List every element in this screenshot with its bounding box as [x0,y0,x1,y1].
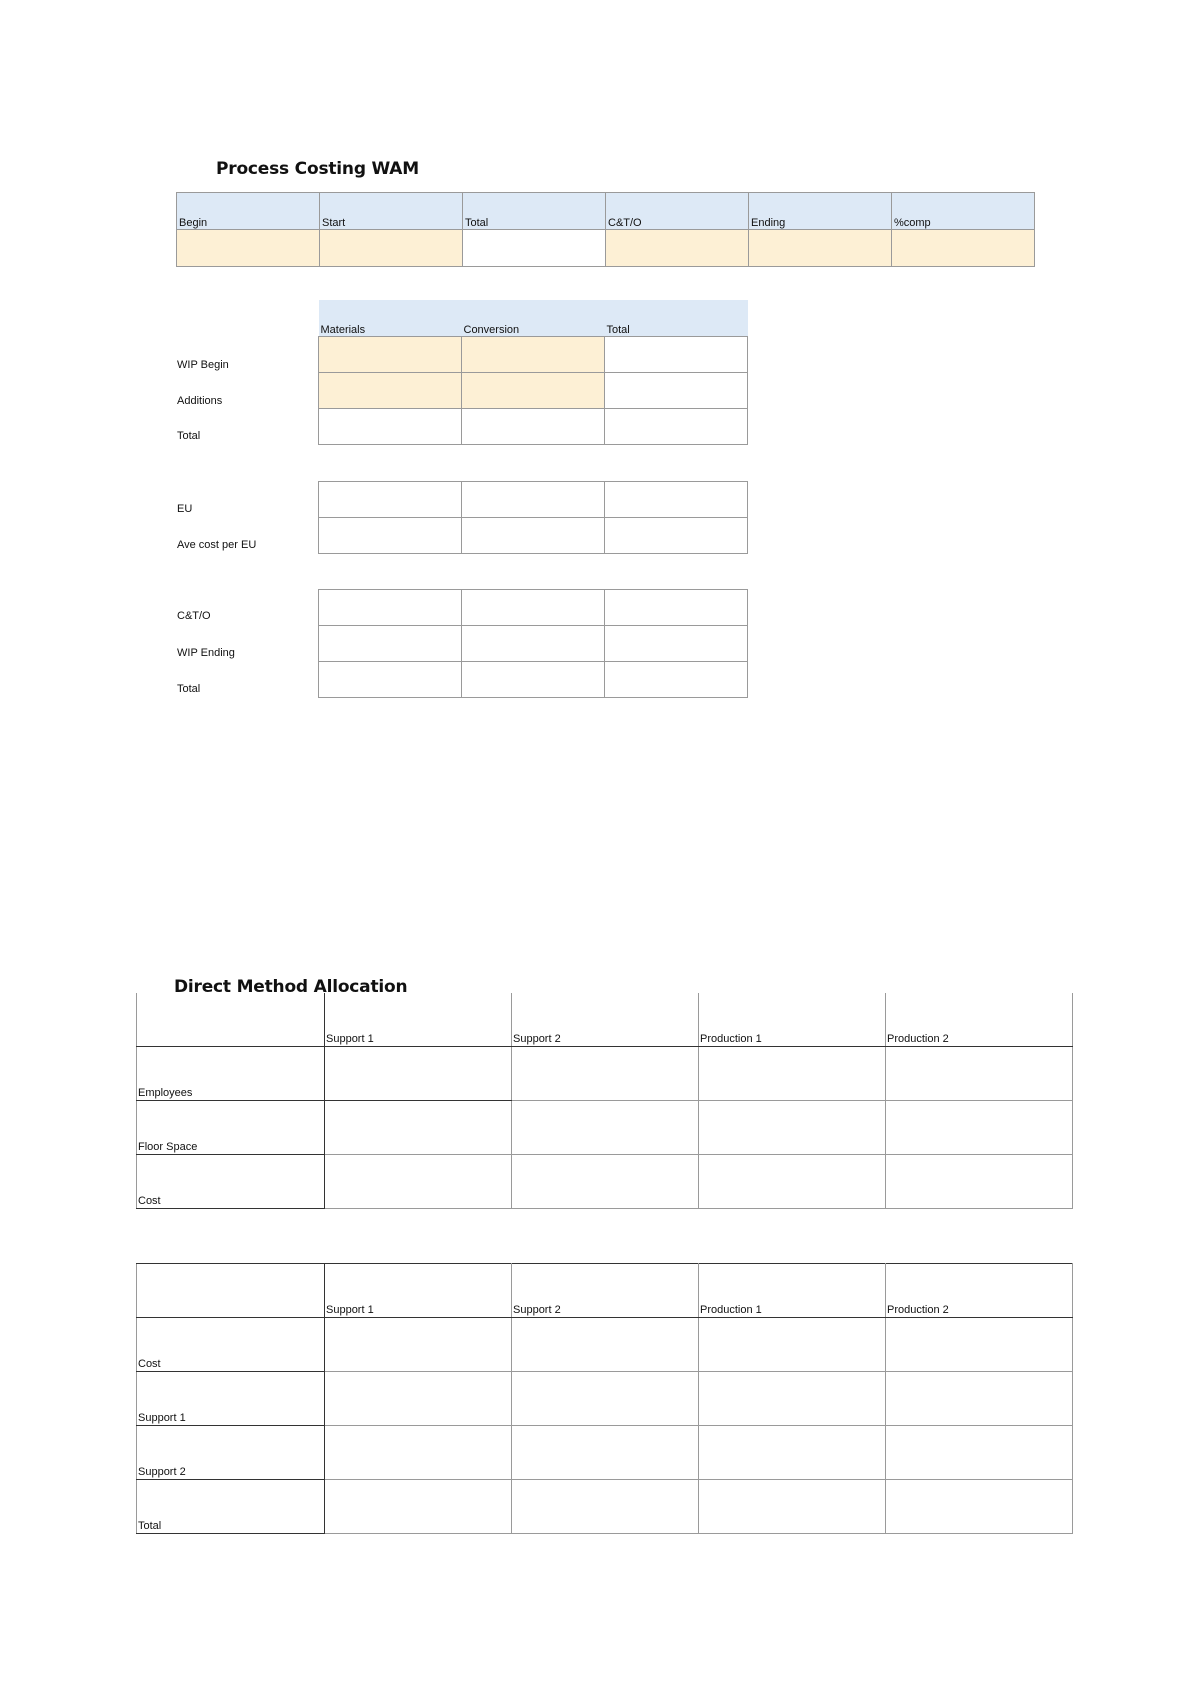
cost-assignment-table [318,589,748,698]
row-label-employees: Employees [137,1047,325,1101]
assign-total-conversion-cell[interactable] [462,662,605,698]
alloc-cost-production-1-cell[interactable] [699,1318,886,1372]
alloc-total-support-2-cell[interactable] [512,1480,699,1534]
row-label-additions: Additions [177,395,223,407]
additions-materials-cell[interactable] [319,373,462,409]
assign-total-total-cell[interactable] [605,662,748,698]
header-total: Total [463,193,606,230]
header-begin: Begin [177,193,320,230]
ave-cost-total-cell[interactable] [605,518,748,554]
wip-begin-materials-cell[interactable] [319,337,462,373]
alloc-header-support-1: Support 1 [325,1264,512,1318]
total-cell[interactable] [463,230,606,267]
alloc-cost-support-2-cell[interactable] [512,1318,699,1372]
header-completed-transferred-out: C&T/O [606,193,749,230]
row-label-cost: Cost [137,1155,325,1209]
employees-production-2-cell[interactable] [886,1047,1073,1101]
header-ending: Ending [749,193,892,230]
row-label-total: Total [177,430,201,442]
total-materials-cell[interactable] [319,409,462,445]
cost-support-1-cell[interactable] [325,1155,512,1209]
ave-cost-conversion-cell[interactable] [462,518,605,554]
eu-materials-cell[interactable] [319,482,462,518]
total-total-cell[interactable] [605,409,748,445]
row-label-assign-total: Total [177,683,201,695]
ending-input-cell[interactable] [749,230,892,267]
row-label-floor-space: Floor Space [137,1101,325,1155]
direct-method-title: Direct Method Allocation [174,977,408,997]
header-materials: Materials [319,300,462,337]
alloc-row-label-total: Total [137,1480,325,1534]
employees-support-1-cell[interactable] [325,1047,512,1101]
additions-total-cell[interactable] [605,373,748,409]
alloc-support-2-production-1-cell[interactable] [699,1426,886,1480]
cost-production-2-cell[interactable] [886,1155,1073,1209]
header-percent-complete: %comp [892,193,1035,230]
allocation-base-table [136,993,1073,1209]
alloc-total-support-1-cell[interactable] [325,1480,512,1534]
process-costing-title: Process Costing WAM [216,159,419,179]
employees-production-1-cell[interactable] [699,1047,886,1101]
floor-space-production-2-cell[interactable] [886,1101,1073,1155]
alloc-support-1-support-2-cell[interactable] [512,1372,699,1426]
additions-conversion-cell[interactable] [462,373,605,409]
eu-total-cell[interactable] [605,482,748,518]
alloc-header-production-2: Production 2 [886,1264,1073,1318]
alloc-row-label-cost: Cost [137,1318,325,1372]
row-label-ct-o: C&T/O [177,610,211,622]
employees-support-2-cell[interactable] [512,1047,699,1101]
wip-ending-conversion-cell[interactable] [462,626,605,662]
begin-input-cell[interactable] [177,230,320,267]
alloc-header-support-2: Support 2 [512,1264,699,1318]
cost-production-1-cell[interactable] [699,1155,886,1209]
eu-conversion-cell[interactable] [462,482,605,518]
alloc-support-1-production-2-cell[interactable] [886,1372,1073,1426]
alloc-row-label-support-1: Support 1 [137,1372,325,1426]
ave-cost-materials-cell[interactable] [319,518,462,554]
wip-ending-materials-cell[interactable] [319,626,462,662]
process-summary-table [176,192,1035,267]
alloc-support-2-support-1-cell[interactable] [325,1426,512,1480]
alloc-support-1-production-1-cell[interactable] [699,1372,886,1426]
row-label-eu: EU [177,503,193,515]
allocation-table [136,1263,1073,1534]
total-conversion-cell[interactable] [462,409,605,445]
assign-total-materials-cell[interactable] [319,662,462,698]
alloc-support-2-production-2-cell[interactable] [886,1426,1073,1480]
header-conversion: Conversion [462,300,605,337]
header-start: Start [320,193,463,230]
row-label-ave-cost-per-eu: Ave cost per EU [177,539,257,551]
header-support-1: Support 1 [325,993,512,1047]
alloc-total-production-2-cell[interactable] [886,1480,1073,1534]
header-support-2: Support 2 [512,993,699,1047]
alloc-support-1-support-1-cell[interactable] [325,1372,512,1426]
ct-o-conversion-cell[interactable] [462,590,605,626]
alloc-row-label-support-2: Support 2 [137,1426,325,1480]
row-label-wip-ending: WIP Ending [177,647,235,659]
floor-space-support-1-cell[interactable] [325,1101,512,1155]
cost-support-2-cell[interactable] [512,1155,699,1209]
floor-space-support-2-cell[interactable] [512,1101,699,1155]
alloc-header-production-1: Production 1 [699,1264,886,1318]
ct-o-materials-cell[interactable] [319,590,462,626]
alloc-support-2-support-2-cell[interactable] [512,1426,699,1480]
header-production-1: Production 1 [699,993,886,1047]
start-input-cell[interactable] [320,230,463,267]
header-production-2: Production 2 [886,993,1073,1047]
alloc-cost-support-1-cell[interactable] [325,1318,512,1372]
percent-complete-input-cell[interactable] [892,230,1035,267]
wip-begin-conversion-cell[interactable] [462,337,605,373]
header-cost-total: Total [605,300,748,337]
floor-space-production-1-cell[interactable] [699,1101,886,1155]
cost-table [318,300,748,445]
ct-o-total-cell[interactable] [605,590,748,626]
base-corner-cell [137,993,325,1047]
alloc-corner-cell [137,1264,325,1318]
eu-table [318,481,748,554]
row-label-wip-begin: WIP Begin [177,359,229,371]
alloc-total-production-1-cell[interactable] [699,1480,886,1534]
ct-o-input-cell[interactable] [606,230,749,267]
wip-ending-total-cell[interactable] [605,626,748,662]
wip-begin-total-cell[interactable] [605,337,748,373]
alloc-cost-production-2-cell[interactable] [886,1318,1073,1372]
